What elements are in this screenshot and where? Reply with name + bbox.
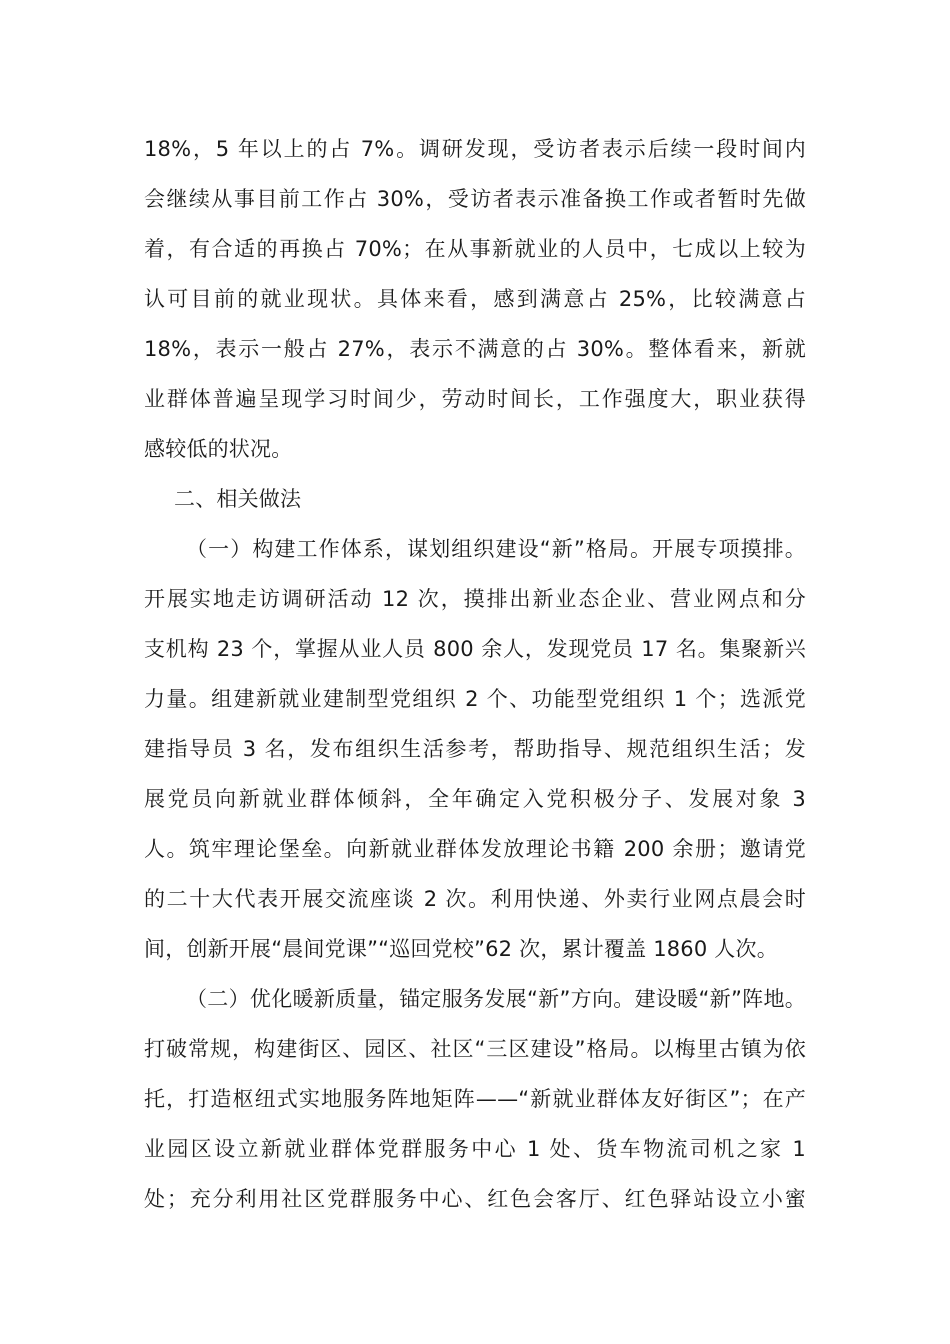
paragraph-line: 人。筑牢理论堡垒。向新就业群体发放理论书籍 200 余册；邀请党 bbox=[144, 837, 806, 861]
subsection-heading-line: （二）优化暖新质量，锚定服务发展“新”方向。建设暖“新”阵地。 bbox=[186, 987, 806, 1011]
paragraph-line: 18%，5 年以上的占 7%。调研发现，受访者表示后续一段时间内 bbox=[144, 137, 806, 161]
paragraph-line: 的二十大代表开展交流座谈 2 次。利用快递、外卖行业网点晨会时 bbox=[144, 887, 806, 911]
paragraph-line: 托，打造枢纽式实地服务阵地矩阵——“新就业群体友好街区”；在产 bbox=[144, 1087, 806, 1111]
paragraph-line: 认可目前的就业现状。具体来看，感到满意占 25%，比较满意占 bbox=[144, 287, 806, 311]
section-heading: 二、相关做法 bbox=[174, 487, 302, 511]
subsection-heading-line: （一）构建工作体系，谋划组织建设“新”格局。开展专项摸排。 bbox=[186, 537, 806, 561]
paragraph-line: 开展实地走访调研活动 12 次，摸排出新业态企业、营业网点和分 bbox=[144, 587, 806, 611]
paragraph-line: 业群体普遍呈现学习时间少，劳动时间长，工作强度大，职业获得 bbox=[144, 387, 806, 411]
paragraph-line: 建指导员 3 名，发布组织生活参考，帮助指导、规范组织生活；发 bbox=[144, 737, 806, 761]
paragraph-line: 业园区设立新就业群体党群服务中心 1 处、货车物流司机之家 1 bbox=[144, 1137, 806, 1161]
paragraph-line: 打破常规，构建街区、园区、社区“三区建设”格局。以梅里古镇为依 bbox=[144, 1037, 806, 1061]
paragraph-line: 展党员向新就业群体倾斜，全年确定入党积极分子、发展对象 3 bbox=[144, 787, 806, 811]
paragraph-line: 会继续从事目前工作占 30%，受访者表示准备换工作或者暂时先做 bbox=[144, 187, 806, 211]
paragraph-line: 18%，表示一般占 27%，表示不满意的占 30%。整体看来，新就 bbox=[144, 337, 806, 361]
paragraph-line: 处；充分利用社区党群服务中心、红色会客厅、红色驿站设立小蜜 bbox=[144, 1187, 806, 1211]
paragraph-line: 着，有合适的再换占 70%；在从事新就业的人员中，七成以上较为 bbox=[144, 237, 806, 261]
paragraph-line: 支机构 23 个，掌握从业人员 800 余人，发现党员 17 名。集聚新兴 bbox=[144, 637, 806, 661]
paragraph-line: 感较低的状况。 bbox=[144, 437, 293, 461]
paragraph-line: 力量。组建新就业建制型党组织 2 个、功能型党组织 1 个；选派党 bbox=[144, 687, 806, 711]
paragraph-line: 间，创新开展“晨间党课”“巡回党校”62 次，累计覆盖 1860 人次。 bbox=[144, 937, 778, 961]
